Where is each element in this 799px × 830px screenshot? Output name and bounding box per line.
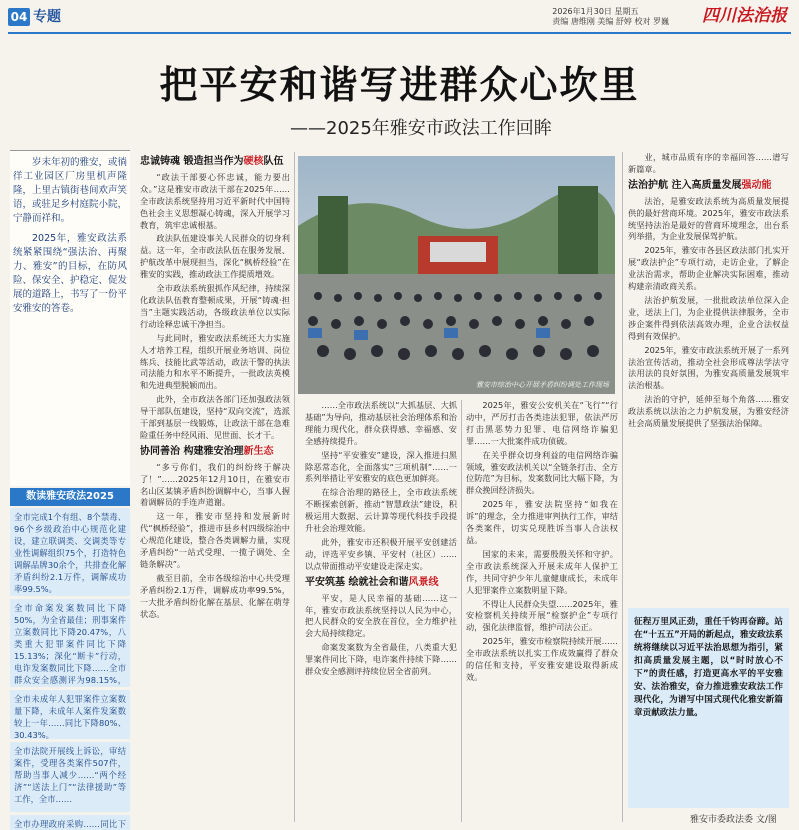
data-item: 全市未成年人犯罪案件立案数量下降，未成年人案件发案数较上一年……同比下降80%、30.43%。 <box>10 690 130 739</box>
data-item: 全市完成1个有组、8个禁毒、96个乡级政治中心规范化建设，建立联调类、交调类等专业性调解组织75个，打造特色调解品牌30余个，共排查化解矛盾纠纷2.1万件，调解成功率99.5%。 <box>10 508 130 596</box>
article-paragraph: “多亏你们，我们的纠纷终于解决了！”……2025年12月10日，在雅安市名山区某镇矛盾纠纷调解中心，当事人握着调解员的手连声道谢。 <box>140 461 290 508</box>
article-paragraph: 业，城市品质有序的幸福回答……谱写新篇章。 <box>628 152 789 174</box>
subhead-rest: 注入高质量发展 <box>668 179 742 191</box>
event-photo <box>298 156 615 394</box>
article-paragraph: 命案发案数为全省最佳，八类重大犯罪案件同比下降，电诈案件持续下降……群众安全感测评持续位居全省前列。 <box>305 642 457 677</box>
article-paragraph: 2025年，雅安公安机关在“飞行”“行动中，严厉打击各类违法犯罪，依法严厉打击黑恶势力犯罪、电信网络诈骗犯罪……一大批案件成功侦破。 <box>466 400 618 446</box>
article-column-2 <box>305 400 457 822</box>
section-subhead <box>628 180 789 192</box>
subhead-prefix: 忠诚铸魂 <box>140 156 180 167</box>
article-paragraph: 2025年，雅安市政法系统开展了一系列法治宣传活动，推动全社会形成尊法学法守法用法的良好氛围，为雅安高质量发展筑牢法治根基。 <box>628 344 789 391</box>
subheadline: ——2025年雅安市政法工作回眸 <box>290 118 552 139</box>
data-section-title: 数读雅安政法2025 <box>10 488 130 506</box>
subhead-highlight: 新生态 <box>243 445 274 457</box>
photo-caption: 雅安市综治中心开展矛盾纠纷调处工作现场 <box>476 381 609 389</box>
article-paragraph: 坚持“平安雅安”建设，深入推进扫黑除恶常态化，全面落实“三项机制”……一系列举措让平安雅安的底色更加鲜亮。 <box>305 449 457 484</box>
subhead-rest: 构建雅安治理 <box>180 445 244 457</box>
article-paragraph: 平安，是人民幸福的基础……这一年，雅安市政法系统坚持以人民为中心，把人民群众的安全放在首位，全力维护社会大局持续稳定。 <box>305 592 457 639</box>
article-paragraph: 这一年，雅安市坚持和发展新时代“枫桥经验”，推进市县乡村四级综治中心规范化建设，整合各类调解力量，实现矛盾纠纷“一站式受理、一揽子调处、全链条解决”。 <box>140 511 290 569</box>
article-paragraph: 此外，全市政法各部门还加强政法领导干部队伍建设，坚持“双向交流”，选派干部到基层一线锻炼，让政法干部在急难险重任务中经风雨、见世面、长才干。 <box>140 394 290 440</box>
editor-credits: 责编 唐维刚 美编 舒婷 校对 罗巍 <box>552 17 669 26</box>
column-divider <box>622 152 623 822</box>
page-number-badge: 04 <box>8 8 30 26</box>
article-paragraph: 2025年，雅安市各县区政法部门扎实开展“政法护企”专项行动，走访企业，了解企业法治需求，帮助企业解决实际困难，推动构建亲清政商关系。 <box>628 245 789 292</box>
headline: 把平安和谐写进群众心坎里 <box>159 62 640 107</box>
article-paragraph: 2025年，雅安法院坚持“如我在诉”的理念，全力推进审判执行工作，审结各类案件，切实兑现胜诉当事人合法权益。 <box>466 499 618 545</box>
closing-box: 征程万里风正劲，重任千钧再奋蹄。站在“十五五”开局的新起点，雅安政法系统将继续以习近平法治思想为指引，紧扣高质量发展主题，以“时时放心不下”的责任感，打造更高水平的平安雅安、法治雅安，奋力推进雅安政法工作现代化，为谱写中国式现代化雅安新篇章贡献政法力量。 <box>628 608 789 808</box>
article-paragraph: 与此同时，雅安政法系统还大力实施人才培养工程，组织开展业务培训、岗位练兵、技能比武等活动，政法干警的执法司法能力和水平不断提升，一批政法英模和先进典型脱颖而出。 <box>140 332 290 391</box>
issue-date-line: 2026年1月30日 星期五 <box>552 7 639 16</box>
article-paragraph: ……全市政法系统以“大抓基层、大抓基础”为导向，推动基层社会治理体系和治理能力现代化，群众获得感、幸福感、安全感持续提升。 <box>305 400 457 446</box>
article-paragraph: 全市政法系统狠抓作风纪律，持续深化政法队伍教育整顿成果，开展“铸魂·担当”主题实践活动，各级政法单位以实际行动诠释忠诚干净担当。 <box>140 283 290 329</box>
article-paragraph: 国家的未来，需要殷殷关怀和守护。全市政法系统深入开展未成年人保护工作，共同守护少年儿童健康成长，未成年人犯罪案件立案数明显下降。 <box>466 548 618 595</box>
data-item: 全市法院开展线上诉讼，审结案件，受理各类案件507件，帮助当事人减少……“两个经济”“送法上门”“法律援助”等工作，全市…… <box>10 742 130 812</box>
data-item: 全市办理政府采购……同比下 <box>10 815 130 830</box>
newspaper-logo: 四川法治报 <box>702 6 787 26</box>
lead-paragraph: 岁末年初的雅安，或徜徉工业园区厂房里机声隆隆，上里古镇街巷间欢声笑语，或驻足乡村庭院小院，宁静而祥和。 <box>13 157 128 224</box>
section-subhead <box>305 577 457 589</box>
article-paragraph: 法治的守护，延伸至每个角落……雅安政法系统以法治之力护航发展，为雅安经济社会高质量发展提供了坚强法治保障。 <box>628 394 789 429</box>
event-photo-illustration <box>298 156 615 394</box>
article-paragraph: 法治护航发展，一批批政法单位深入企业，送法上门，为企业提供法律服务，全市涉企案件得到依法高效办理，企业合法权益得到有效保护。 <box>628 294 789 341</box>
column-divider <box>294 152 295 822</box>
lead-paragraph: 2025年，雅安政法系统紧紧围绕“强法治、再聚力、雅安”的目标，在防风险、保安全、护稳定、促发展的道路上，书写了一份平安雅安的答卷。 <box>13 233 128 314</box>
article-paragraph: 在综合治理的路径上，全市政法系统不断探索创新，推动“智慧政法”建设，积极运用大数据、云计算等现代科技手段提升社会治理效能。 <box>305 487 457 534</box>
byline: 雅安市委政法委 文/图 <box>690 815 777 825</box>
lead-text <box>10 151 130 327</box>
section-subhead <box>140 446 290 458</box>
subhead-highlight: 强动能 <box>741 179 772 191</box>
article-column-4 <box>628 152 789 602</box>
column-divider <box>461 400 462 822</box>
left-sidebar <box>10 150 130 830</box>
section-subhead <box>140 156 290 168</box>
issue-date <box>552 7 669 27</box>
article-paragraph: 不得让人民群众失望……2025年，雅安检察机关持续开展“检察护企”专项行动，强化法律监督，维护司法公正。 <box>466 598 618 633</box>
article-column-3 <box>466 400 618 822</box>
subhead-rest: 绘就社会和谐 <box>345 576 409 588</box>
article-paragraph: 法治，是雅安政法系统为高质量发展提供的最好营商环境。2025年，雅安市政法系统坚持法治是最好的营商环境理念，出台系列举措，为企业发展保驾护航。 <box>628 195 789 242</box>
subhead-prefix: 平安筑基 <box>305 576 345 588</box>
article-paragraph: “政法干部要心怀忠诚，能力要出众。”这是雅安市政法干部在2025年……全市政法系统坚持用习近平新时代中国特色社会主义思想凝心铸魂，深入开展学习教育，筑牢忠诚根基。 <box>140 171 290 230</box>
subhead-highlight: 硬核 <box>243 156 264 167</box>
subhead-highlight: 风景线 <box>408 576 439 588</box>
subhead-prefix: 法治护航 <box>628 179 668 191</box>
subhead-rest: 锻造担当作为 <box>180 156 244 167</box>
data-item: 全市命案发案数同比下降50%，为全省最佳；刑事案件立案数同比下降20.47%，八类重大犯罪案件同比下降15.13%；深化“断卡”行动，电诈发案数同比下降……全市群众安全感测评为98.15%， <box>10 599 130 687</box>
article-paragraph: 截至目前，全市各级综治中心共受理矛盾纠纷2.1万件，调解成功率99.5%，一大批矛盾纠纷化解在基层、化解在萌芽状态。 <box>140 572 290 619</box>
page-header <box>0 0 799 36</box>
article-paragraph: 政法队伍建设事关人民群众的切身利益。这一年，全市政法队伍在服务发展、护航改革中展现担当，深化“枫桥经验”在雅安的实践，推动政法工作提质增效。 <box>140 233 290 280</box>
subhead-suffix: 队伍 <box>263 156 284 167</box>
section-label: 专题 <box>33 9 61 25</box>
lead-box <box>10 150 130 486</box>
header-rule <box>8 32 791 34</box>
article-paragraph: 在关乎群众切身利益的电信网络诈骗领域，雅安政法机关以“全链条打击、全方位防范”为目标，发案数同比大幅下降，为群众挽回经济损失。 <box>466 449 618 496</box>
article-paragraph: 2025年，雅安市检察院持续开展……全市政法系统以扎实工作成效赢得了群众的信任和支持，平安雅安建设取得新成效。 <box>466 636 618 682</box>
subhead-prefix: 协同善治 <box>140 445 180 457</box>
article-column-1 <box>140 152 290 822</box>
article-paragraph: 此外，雅安市还积极开展平安创建活动，评选平安乡镇、平安村（社区）……以点带面推动平安建设走深走实。 <box>305 536 457 571</box>
